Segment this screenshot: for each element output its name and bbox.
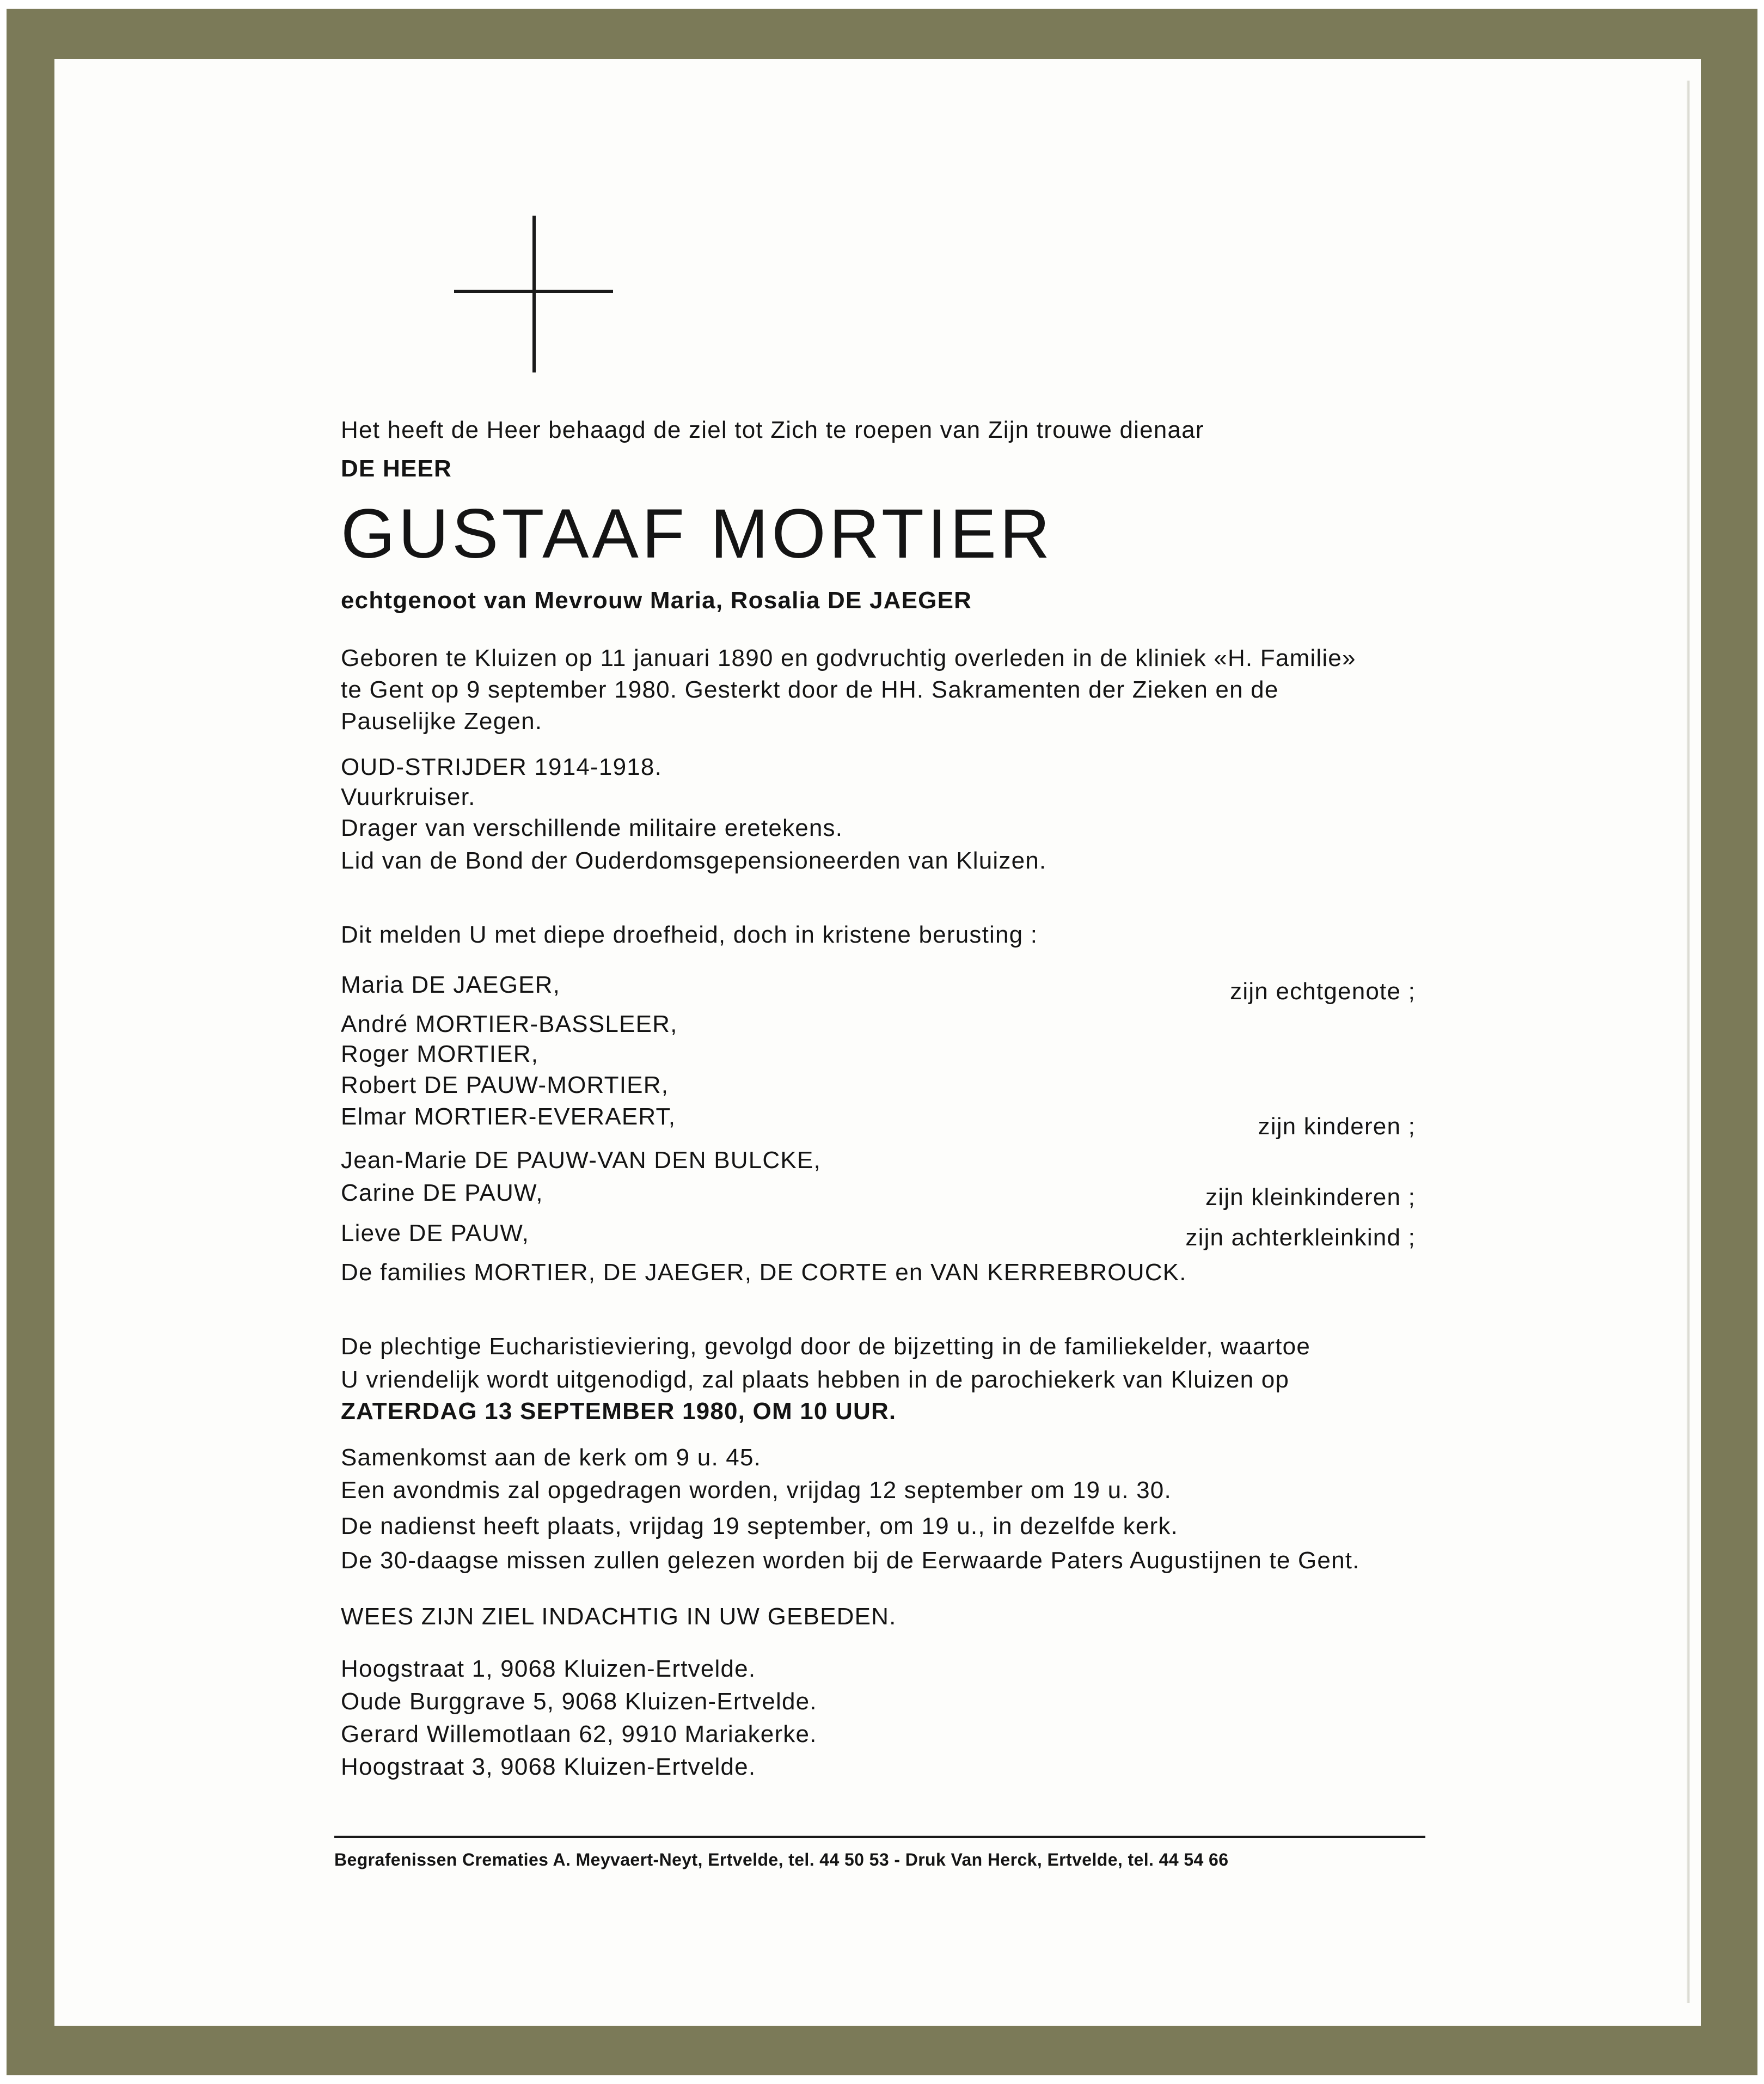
relation-greatgrandchild: zijn achterkleinkind ; bbox=[1185, 1224, 1416, 1251]
honor-line: OUD-STRIJDER 1914-1918. bbox=[341, 754, 663, 780]
address-line: Hoogstraat 1, 9068 Kluizen-Ertvelde. bbox=[341, 1655, 756, 1682]
address-line: Hoogstraat 3, 9068 Kluizen-Ertvelde. bbox=[341, 1753, 756, 1780]
mourner-child: Roger MORTIER, bbox=[341, 1041, 539, 1067]
honor-line: Lid van de Bond der Ouderdomsgepensioneerden van Kluizen. bbox=[341, 847, 1047, 874]
paper bbox=[54, 59, 1701, 2026]
schedule-line: Samenkomst aan de kerk om 9 u. 45. bbox=[341, 1444, 762, 1471]
schedule-line: De 30-daagse missen zullen gelezen worden bij de Eerwaarde Paters Augustijnen te Gent. bbox=[341, 1547, 1360, 1574]
intro-text: Het heeft de Heer behaagd de ziel tot Zich te roepen van Zijn trouwe dienaar bbox=[341, 417, 1204, 443]
honor-line: Drager van verschillende militaire eretekens. bbox=[341, 815, 843, 841]
deceased-name: GUSTAAF MORTIER bbox=[341, 495, 1054, 573]
mourner-grandchild: Carine DE PAUW, bbox=[341, 1179, 543, 1206]
ceremony-date: ZATERDAG 13 SEPTEMBER 1980, OM 10 UUR. bbox=[341, 1398, 897, 1425]
fold-line bbox=[1687, 81, 1690, 2003]
printer-footer: Begrafenissen Crematies A. Meyvaert-Neyt, Ertvelde, tel. 44 50 53 - Druk Van Herck, Ertvelde, tel. 44 54 66 bbox=[334, 1850, 1229, 1869]
relation-spouse: zijn echtgenote ; bbox=[1230, 978, 1416, 1005]
ceremony-line: U vriendelijk wordt uitgenodigd, zal plaats hebben in de parochiekerk van Kluizen op bbox=[341, 1366, 1290, 1393]
schedule-line: De nadienst heeft plaats, vrijdag 19 september, om 19 u., in dezelfde kerk. bbox=[341, 1513, 1178, 1539]
honor-line: Vuurkruiser. bbox=[341, 784, 476, 810]
birth-line: Geboren te Kluizen op 11 januari 1890 en godvruchtig overleden in de kliniek «H. Familie» bbox=[341, 645, 1356, 671]
title-prefix: DE HEER bbox=[341, 455, 452, 482]
spouse-line: echtgenoot van Mevrouw Maria, Rosalia DE JAEGER bbox=[341, 587, 972, 614]
cross-icon bbox=[454, 216, 613, 372]
mourner-child: André MORTIER-BASSLEER, bbox=[341, 1011, 678, 1037]
footer-rule bbox=[334, 1836, 1425, 1838]
announcement: Dit melden U met diepe droefheid, doch in kristene berusting : bbox=[341, 921, 1038, 948]
mourner-greatgrandchild: Lieve DE PAUW, bbox=[341, 1220, 530, 1246]
birth-line: te Gent op 9 september 1980. Gesterkt door de HH. Sakramenten der Zieken en de bbox=[341, 676, 1279, 703]
mourner-grandchild: Jean-Marie DE PAUW-VAN DEN BULCKE, bbox=[341, 1147, 821, 1174]
relation-grandchildren: zijn kleinkinderen ; bbox=[1205, 1184, 1416, 1211]
prayer-line: WEES ZIJN ZIEL INDACHTIG IN UW GEBEDEN. bbox=[341, 1603, 897, 1630]
mourner-spouse: Maria DE JAEGER, bbox=[341, 971, 561, 998]
mourner-child: Elmar MORTIER-EVERAERT, bbox=[341, 1103, 676, 1130]
birth-line: Pauselijke Zegen. bbox=[341, 708, 543, 735]
mourner-child: Robert DE PAUW-MORTIER, bbox=[341, 1072, 669, 1098]
address-line: Oude Burggrave 5, 9068 Kluizen-Ertvelde. bbox=[341, 1688, 817, 1715]
ceremony-line: De plechtige Eucharistieviering, gevolgd door de bijzetting in de familiekelder, waartoe bbox=[341, 1333, 1311, 1360]
schedule-line: Een avondmis zal opgedragen worden, vrijdag 12 september om 19 u. 30. bbox=[341, 1477, 1172, 1504]
families-line: De families MORTIER, DE JAEGER, DE CORTE en VAN KERREBROUCK. bbox=[341, 1259, 1187, 1286]
address-line: Gerard Willemotlaan 62, 9910 Mariakerke. bbox=[341, 1721, 817, 1747]
relation-children: zijn kinderen ; bbox=[1258, 1113, 1416, 1140]
